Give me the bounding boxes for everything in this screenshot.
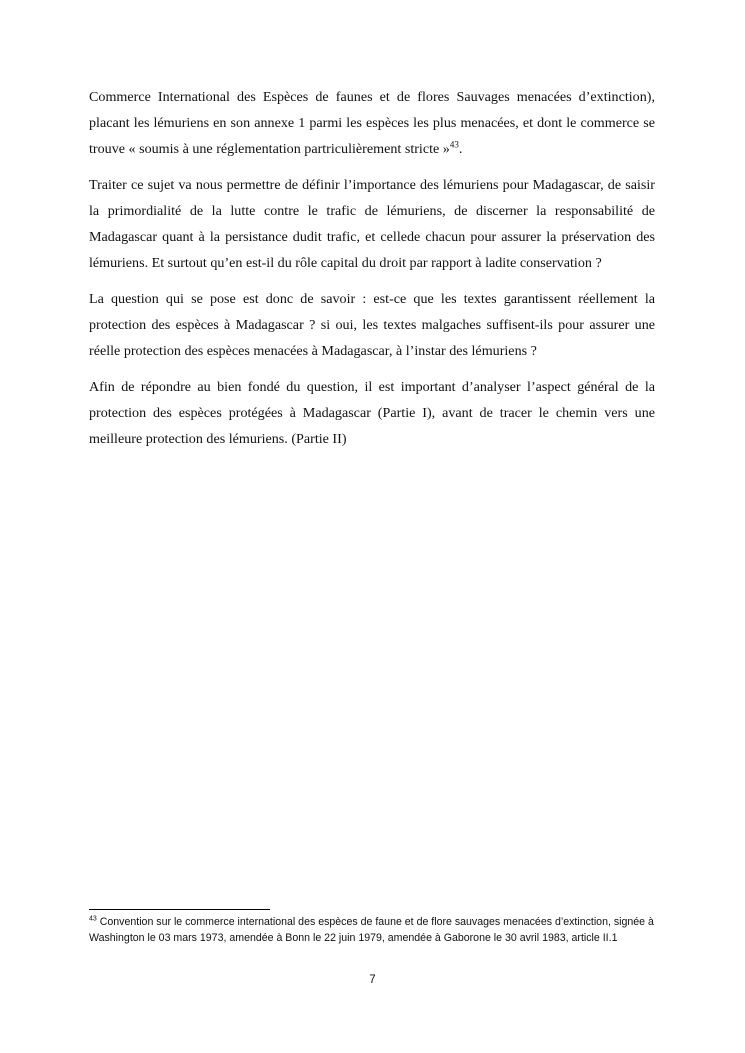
page-number: 7	[369, 974, 376, 986]
footnote-number: 43	[89, 915, 97, 923]
body-text	[89, 84, 655, 462]
paragraph-1-end: .	[458, 141, 463, 157]
paragraph-4: Afin de répondre au bien fondé du question, il est important d’analyser l’aspect général de la protection des espèces protégées à Madagascar (Partie I), avant de tracer le chemin vers une meilleure protection des lémuriens. (Partie II)	[89, 379, 655, 447]
footnote-text: Convention sur le commerce international des espèces de faune et de flore sauvages menacées d’extinction, signée à Washington le 03 mars 1973, amendée à Bonn le 22 juin 1979, amendée à Gaborone le 30 avril 1983, article II.1	[89, 916, 654, 944]
paragraph-1-text: Commerce International des Espèces de faunes et de flores Sauvages menacées d’extinction), placant les lémuriens en son annexe 1 parmi les espèces les plus menacées, et dont le commerce se trouve « soumis à une réglementation partriculièrement stricte »	[89, 89, 655, 157]
paragraph-3: La question qui se pose est donc de savoir : est-ce que les textes garantissent réellement la protection des espèces à Madagascar ? si oui, les textes malgaches suffisent-ils pour assurer une réelle protection des espèces menacées à Madagascar, à l’instar des lémuriens ?	[89, 291, 655, 359]
footnote	[89, 914, 659, 946]
footnote-reference[interactable]: 43	[449, 139, 459, 150]
footnote-separator	[89, 909, 270, 910]
paragraph-1	[89, 84, 655, 162]
paragraph-2: Traiter ce sujet va nous permettre de définir l’importance des lémuriens pour Madagascar, de saisir la primordialité de la lutte contre le trafic de lémuriens, de discerner la responsabilité de Madagascar quant à la persistance dudit trafic, et cellede chacun pour assurer la préservation des lémuriens. Et surtout qu’en est-il du rôle capital du droit par rapport à ladite conservation ?	[89, 177, 655, 271]
